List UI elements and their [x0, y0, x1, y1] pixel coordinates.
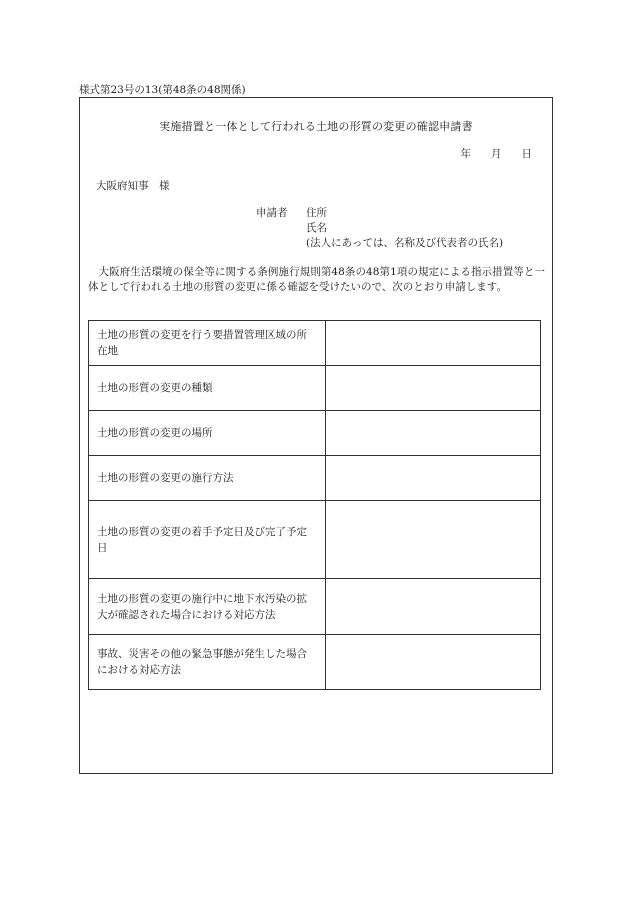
table-row — [89, 635, 541, 690]
date-line — [461, 146, 533, 161]
row-value-field[interactable] — [326, 321, 541, 366]
row-value-field[interactable] — [326, 456, 541, 501]
applicant-block — [256, 206, 503, 251]
row-value-field[interactable] — [326, 411, 541, 456]
table-row — [89, 321, 541, 366]
form-number: 様式第23号の13(第48条の48関係) — [79, 84, 246, 96]
row-label: 土地の形質の変更の種類 — [89, 366, 326, 411]
row-label: 土地の形質の変更の施行方法 — [89, 456, 326, 501]
table-row — [89, 501, 541, 579]
date-month: 月 — [491, 148, 502, 160]
addressee: 大阪府知事 様 — [96, 180, 170, 192]
row-label: 土地の形質の変更の着手予定日及び完了予定日 — [89, 501, 326, 579]
row-label: 土地の形質の変更を行う要措置管理区域の所在地 — [89, 321, 326, 366]
row-label: 土地の形質の変更の施行中に地下水汚染の拡大が確認された場合における対応方法 — [89, 579, 326, 635]
form-title: 実施措置と一体として行われる土地の形質の変更の確認申請書 — [159, 120, 473, 133]
row-value-field[interactable] — [326, 366, 541, 411]
table-row — [89, 579, 541, 635]
row-value-field[interactable] — [326, 501, 541, 579]
date-year: 年 — [460, 148, 471, 160]
address-label: 住所 — [306, 207, 327, 219]
row-value-field[interactable] — [326, 635, 541, 690]
table-row — [89, 456, 541, 501]
application-statement: 大阪府生活環境の保全等に関する条例施行規則第48条の48第1項の規定による指示措置等と一体として行われる土地の形質の変更に係る確認を受けたいので、次のとおり申請します。 — [88, 266, 545, 293]
row-label: 土地の形質の変更の場所 — [89, 411, 326, 456]
corporate-note: (法人にあっては、名称及び代表者の氏名) — [306, 237, 504, 249]
applicant-label: 申請者 — [256, 207, 288, 219]
form-frame — [79, 97, 553, 774]
table-row — [89, 366, 541, 411]
application-table — [88, 320, 541, 690]
table-row — [89, 411, 541, 456]
date-day: 日 — [521, 148, 532, 160]
row-value-field[interactable] — [326, 579, 541, 635]
row-label: 事故、災害その他の緊急事態が発生した場合における対応方法 — [89, 635, 326, 690]
name-label: 氏名 — [306, 222, 327, 234]
